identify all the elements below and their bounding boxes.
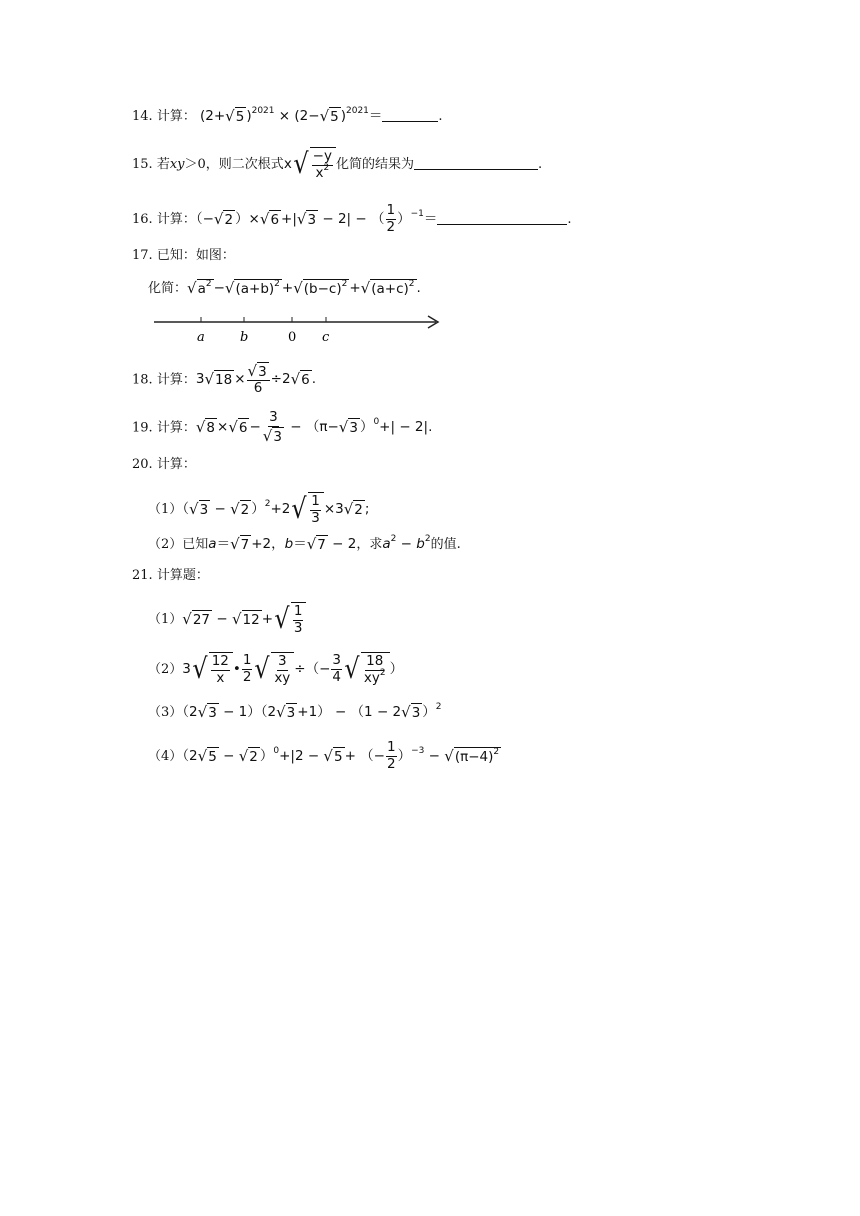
problem-number: 16. xyxy=(132,212,153,228)
problem-15: 15. 若xy＞0，则二次根式x √ $\frac{-y}{x^2}$ 化简的结果为 . xyxy=(132,147,543,181)
part-label: （1） xyxy=(148,502,183,518)
problem-21-part-4 xyxy=(148,740,501,772)
problem-14: 14. 计算： (2+ √ 5 )$^{2021}$ × (2− √ 5 )$^{2021}$＝ . xyxy=(132,106,443,125)
problem-number: 19. xyxy=(132,420,153,436)
ask-tail: 的值. xyxy=(430,537,461,552)
problem-21-part-1 xyxy=(148,602,306,636)
problem-lead: 计算： xyxy=(156,109,196,124)
problem-number: 20. xyxy=(132,457,153,472)
problem-number: 21. xyxy=(132,568,153,583)
expression: a＝ √ 7 +2，b＝ √ 7 − 2 xyxy=(208,535,357,553)
variable-xy: xy xyxy=(169,157,185,173)
expression: (2+ √ 5 )$^{2021}$ × (2− √ 5 )$^{2021}$＝ xyxy=(199,106,383,125)
problem-lead: 若 xyxy=(156,157,170,173)
part-label: （3） xyxy=(148,705,183,720)
problem-20-part-1 xyxy=(148,492,369,526)
condition: ＞0，则二次根式 xyxy=(184,157,284,173)
problem-lead: 计算： xyxy=(156,457,196,472)
problem-18 xyxy=(132,362,316,397)
expression: （− √ 2 ）× √ 6 +| √ 3 − 2| − （ $\frac{1}{2}$ ）$^{-1}$＝ xyxy=(195,202,438,235)
expression: 3 √ 18 × √ 3 6 ÷2 √ 6 . xyxy=(195,362,317,396)
problem-number: 18. xyxy=(132,372,153,388)
problem-lead: 计算题： xyxy=(156,568,209,583)
expression: x √ $\frac{-y}{x^2}$ xyxy=(284,156,336,172)
problem-16: 16. 计算：（− √ 2 ）× √ 6 +| √ 3 − 2| − （ $\frac{1}{2}$ ）$^{-1}$＝ . xyxy=(132,202,572,235)
problem-21-part-2 xyxy=(148,652,403,686)
part-label: （2）已知 xyxy=(148,537,209,552)
problem-21-part-3 xyxy=(148,702,442,723)
part-label: （2） xyxy=(148,662,183,678)
expression: √ $a^2$ − √ $(a+b)^2$ + √ $(b-c)^2$ + √ $(a+c)^2$ . xyxy=(187,279,421,297)
expression: √ 8 × √ 6 − 3 √ 3 − （π− √ 3 ）$^0$+| − 2|. xyxy=(195,409,433,445)
expression-ask: $a^2 - b^2$ xyxy=(382,534,431,552)
part-label: （4） xyxy=(148,749,183,765)
expression: （ √ 3 − √ 2 ）$^2$+2 √ $\frac{1}{3}$ ×3 √ 2 ; xyxy=(182,492,370,526)
problem-tail: 化简的结果为 xyxy=(335,157,414,173)
problem-lead: 已知：如图： xyxy=(156,248,235,263)
answer-blank[interactable] xyxy=(382,109,438,122)
problem-20 xyxy=(132,455,196,475)
problem-lead: 计算： xyxy=(156,372,196,388)
label-c: c xyxy=(322,330,330,345)
problem-17 xyxy=(132,246,235,266)
problem-lead: 计算： xyxy=(156,420,196,436)
expression: （2 √ 3 − 1）（2 √ 3 +1） − （1 − 2 √ 3 ）$^2$ xyxy=(182,702,442,721)
expression: （2 √ 5 − √ 2 ）$^0$+|2 − √ 5 + （− $\frac{1}{2}$ ）$^{-3}$ − √ $(\pi-4)^2$ xyxy=(182,739,500,772)
label-b: b xyxy=(240,330,249,345)
ask-text: ，求 xyxy=(356,537,383,552)
expression: 3 √ $\frac{12}{x}$ • $\frac{1}{2}$ √ $\frac{3}{xy}$ ÷（− $\frac{3}{4}$ √ $\frac{18}{xy^2}$ ） xyxy=(182,652,404,686)
answer-blank[interactable] xyxy=(414,157,538,170)
problem-20-part-2 xyxy=(148,534,461,555)
number-line xyxy=(150,310,445,346)
part-label: （1） xyxy=(148,612,183,628)
problem-number: 15. xyxy=(132,157,153,173)
simplify-label: 化简： xyxy=(148,281,188,296)
problem-number: 17. xyxy=(132,248,153,263)
label-0: 0 xyxy=(288,330,297,345)
problem-number: 14. xyxy=(132,109,153,124)
problem-19 xyxy=(132,410,432,445)
problem-17-expression xyxy=(148,278,421,299)
problem-21 xyxy=(132,566,209,586)
expression: √ 27 − √ 12 + √ $\frac{1}{3}$ xyxy=(182,611,306,627)
label-a: a xyxy=(197,330,205,345)
problem-lead: 计算： xyxy=(156,212,196,228)
answer-blank[interactable] xyxy=(437,212,567,225)
